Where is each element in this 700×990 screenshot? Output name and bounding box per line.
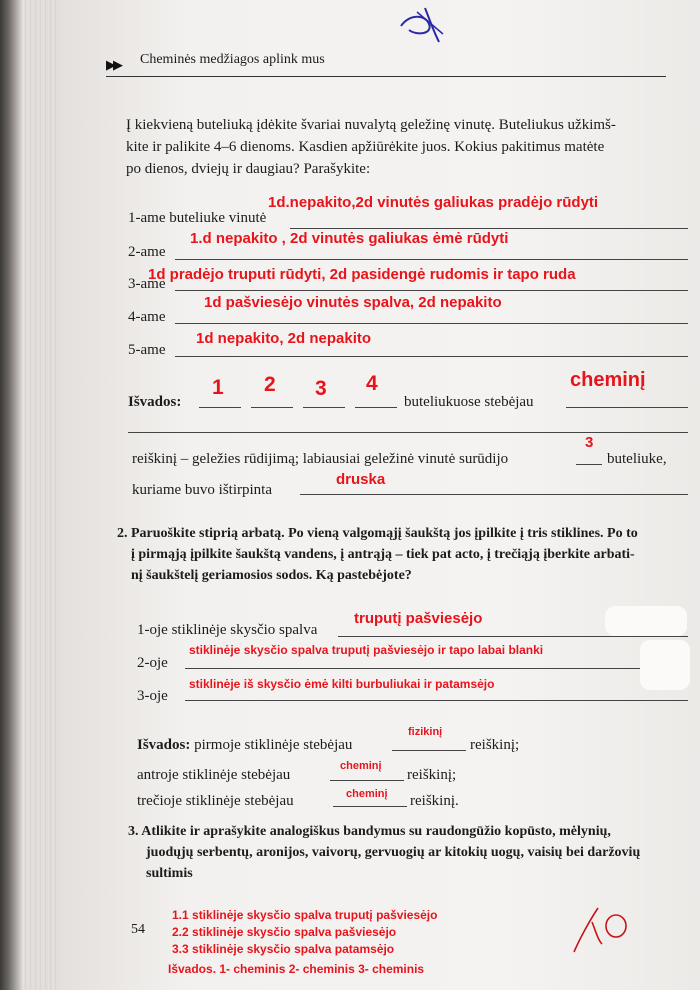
task-3-text-1: Atlikite ir aprašykite analogiškus bandymus su raudongūžio kopūsto, mėlynių, [141,824,611,839]
task-2-row-1-answer: truputį pašviesėjo [354,610,483,627]
task-3-number: 3. [128,824,139,839]
answer-line [355,407,397,408]
answer-line [392,750,466,751]
answer-line [290,228,688,229]
header-divider [106,76,666,77]
correction-blot [605,606,687,636]
answer-line [175,290,688,291]
conclusion-1-label: Išvados: [128,394,182,410]
bottle-1-answer: 1d.nepakito,2d vinutės galiukas pradėjo rūdyti [268,194,599,211]
bottom-answer-4: Išvados. 1- cheminis 2- cheminis 3- cheminis [168,962,425,976]
task-2-row-3-answer: stiklinėje iš skysčio ėmė kilti burbuliukai ir patamsėjo [189,677,495,691]
bottom-answer-3: 3.3 stiklinėje skysčio spalva patamsėjo [172,942,395,956]
task-2-conc3-answer: cheminį [346,788,388,800]
task-2-row-3-label: 3-oje [137,688,168,704]
conclusion-1-text: buteliukuose stebėjau [404,394,534,410]
bottle-2-label: 2-ame [128,244,166,260]
conclusion-1-n1: 1 [212,376,224,399]
conclusion-1-line3: kuriame buvo ištirpinta [132,482,272,498]
task-2-conc1-answer: fizikinį [408,726,443,738]
task-2-conc2-answer: cheminį [340,760,382,772]
answer-line [175,259,688,260]
answer-line [175,323,688,324]
intro-line-1: Į kiekvieną buteliuką įdėkite švariai nuvalytą geležinę vinutę. Buteliukus užkimš- [126,117,616,133]
task-2-conc1-end: reiškinį; [470,737,520,753]
bottle-1-label: 1-ame buteliuke vinutė [128,210,267,226]
conclusion-1-n3: 3 [315,377,327,400]
task-2-conc3-end: reiškinį. [410,793,459,809]
answer-line [330,780,404,781]
conclusion-1-answer3: druska [336,471,386,488]
task-2-row-2-label: 2-oje [137,655,168,671]
bottom-answer-2: 2.2 stiklinėje skysčio spalva pašviesėjo [172,925,397,939]
conclusion-1-n2: 2 [264,373,276,396]
page-number: 54 [131,922,145,937]
task-2-conc2-end: reiškinį; [407,767,457,783]
task-2-line-3: nį šaukštelį geriamosios sodos. Ką pastebėjote? [131,568,412,583]
task-3-line-2: juodųjų serbentų, aronijos, vaivorų, gervuogių ar kitokių uogų, vaisių bei daržovių [146,845,641,860]
answer-line [338,636,688,637]
bottle-4-answer: 1d pašviesėjo vinutės spalva, 2d nepakito [204,294,502,311]
task-2-conclusion-label: Išvados: [137,737,191,753]
task-2-line-2: į pirmąją įpilkite šaukštą vandens, į antrąją – tiek pat acto, į trečiąją įberkite arbati- [131,547,635,562]
answer-line [566,407,688,408]
task-2-conc1-text: pirmoje stiklinėje stebėjau [194,737,353,753]
book-spine-shadow [0,0,22,990]
grade-mark-icon [568,902,634,958]
bottom-answer-1: 1.1 stiklinėje skysčio spalva truputį pašviesėjo [172,908,438,922]
conclusion-1-answer: cheminį [570,369,646,391]
conclusion-1-line2b: buteliuke, [607,451,667,467]
answer-line [300,494,688,495]
task-2-conc2-text: antroje stiklinėje stebėjau [137,767,291,783]
answer-line [175,356,688,357]
conclusion-1-answer2: 3 [585,434,594,451]
task-2-line-1 [117,526,638,542]
answer-line [576,464,602,465]
bottle-5-label: 5-ame [128,342,166,358]
intro-line-2: kite ir palikite 4–6 dienoms. Kasdien apžiūrėkite juos. Kokius pakitimus matėte [126,139,605,155]
answer-line [333,806,407,807]
task-2-row-2-answer: stiklinėje skysčio spalva truputį pašviesėjo ir tapo labai blanki [189,643,544,657]
bottle-3-label: 3-ame [128,276,166,292]
intro-line-3: po dienos, dviejų ir daugiau? Parašykite: [126,161,371,177]
answer-line [185,668,688,669]
task-2-text-1: Paruoškite stiprią arbatą. Po vieną valgomąjį šaukštą jos įpilkite į tris stiklines. Po to [131,526,638,541]
answer-line [128,432,688,433]
task-2-row-1-label: 1-oje stiklinėje skysčio spalva [137,622,318,638]
task-2-conclusion-1 [137,737,352,754]
header-title: Cheminės medžiagos aplink mus [140,52,325,67]
bottle-5-answer: 1d nepakito, 2d nepakito [196,330,372,347]
task-2-conc3-text: trečioje stiklinėje stebėjau [137,793,294,809]
task-3-line-1 [128,824,611,840]
task-2-number: 2. [117,526,128,541]
bottle-4-label: 4-ame [128,309,166,325]
conclusion-1-line2a: reiškinį – geležies rūdijimą; labiausiai geležinė vinutė surūdijo [132,451,509,467]
conclusion-1-n4: 4 [366,372,378,395]
header-arrows-icon: ▶▶ [106,58,120,73]
correction-blot [640,640,690,690]
bottle-2-answer: 1.d nepakito , 2d vinutės galiukas ėmė rūdyti [190,230,509,247]
task-3-line-3: sultimis [146,866,193,881]
answer-line [185,700,688,701]
answer-line [251,407,293,408]
bottle-3-answer: 1d pradėjo truputi rūdyti, 2d pasidengė rudomis ir tapo ruda [148,266,576,283]
answer-line [199,407,241,408]
pen-mark-icon [395,4,455,46]
answer-line [303,407,345,408]
